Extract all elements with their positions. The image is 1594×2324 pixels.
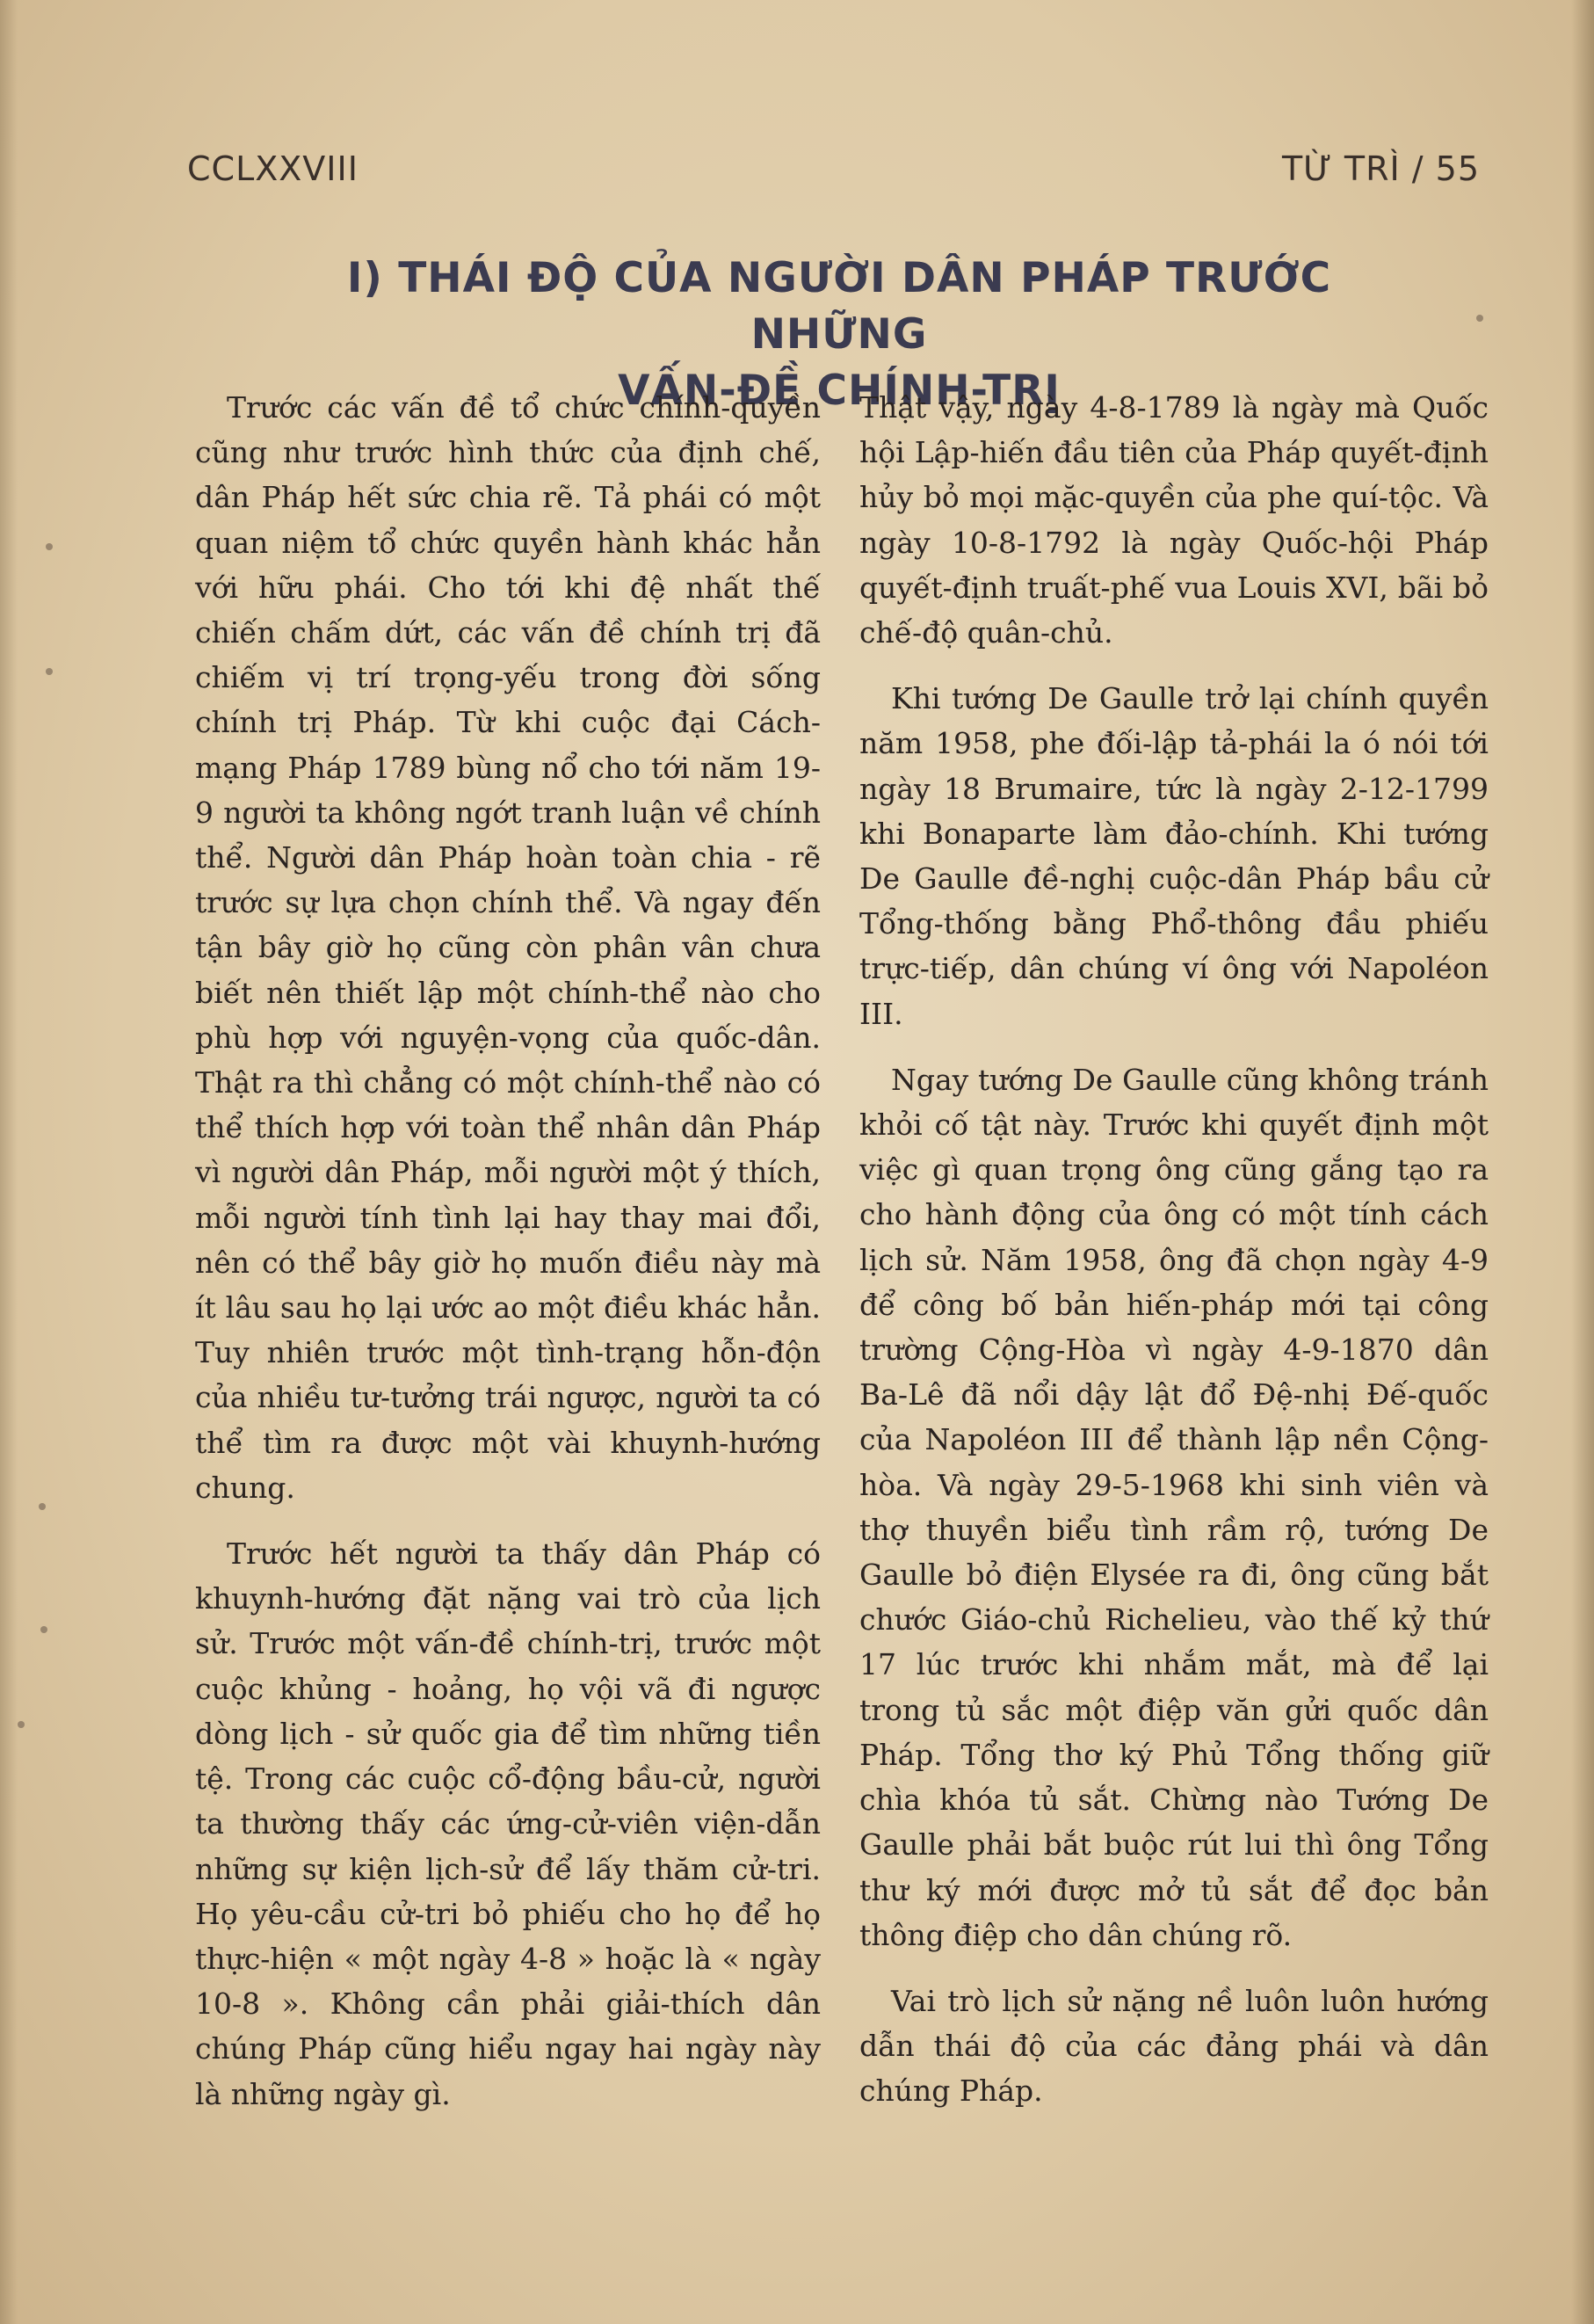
article-title-line-2: VẤN-ĐỀ CHÍNH-TRỊ [618,367,1061,415]
right-column [859,385,1489,2135]
margin-speck [39,1503,46,1510]
paragraph: Khi tướng De Gaulle trở lại chính quyền năm 1958, phe đối-lập tả-phái la ó nói tới ngày 18 Brumaire, tức là ngày 2-12-1799 khi Bonaparte làm đảo-chính. Khi tướng De Gaulle đề-nghị cuộc-dân Pháp bầu cử Tổng-thống bằng Phổ-thông đầu phiếu trực-tiếp, dân chúng ví ông với Napoléon III. [859,681,1489,1031]
paragraph: Trước các vấn đề tổ chức chính-quyền cũng như trước hình thức của định chế, dân Pháp hết sức chia rẽ. Tả phái có một quan niệm tổ chức quyền hành khác hẳn với hữu phái. Cho tới khi đệ nhất thế chiến chấm dứt, các vấn đề chính trị đã chiếm vị trí trọng-yếu trong đời sống chính trị Pháp. Từ khi cuộc đại Cách-mạng Pháp 1789 bùng nổ cho tới năm 19-9 người ta không ngớt tranh luận về chính thể. Người dân Pháp hoàn toàn chia - rẽ trước sự lựa chọn chính thể. Và ngay đến tận bây giờ họ cũng còn phân vân chưa biết nên thiết lập một chính-thể nào cho phù hợp với nguyện-vọng của quốc-dân. Thật ra thì chẳng có một chính-thể nào có thể thích hợp với toàn thể nhân dân Pháp vì người dân Pháp, mỗi người một ý thích, mỗi người tính tình lại hay thay mai đổi, nên có thể bây giờ họ muốn điều này mà ít lâu sau họ lại ước ao một điều khác hẳn. Tuy nhiên trước một tình-trạng hỗn-độn của nhiều tư-tưởng trái ngược, người ta có thể tìm ra được một vài khuynh-hướng chung. [195,390,821,1505]
margin-speck [18,1721,25,1728]
page-edge-shadow-left [0,0,18,2324]
left-column [195,385,821,2138]
margin-speck [40,1626,47,1633]
paragraph: Trước hết người ta thấy dân Pháp có khuynh-hướng đặt nặng vai trò của lịch sử. Trước một vấn-đề chính-trị, trước một cuộc khủng - hoảng, họ vội vã đi ngược dòng lịch - sử quốc gia để tìm những tiền tệ. Trong các cuộc cổ-động bầu-cử, người ta thường thấy các ứng-cử-viên viện-dẫn những sự kiện lịch-sử để lấy thăm cử-tri. Họ yêu-cầu cử-tri bỏ phiếu cho họ để họ thực-hiện « một ngày 4-8 » hoặc là « ngày 10-8 ». Không cần phải giải-thích dân chúng Pháp cũng hiểu ngay hai ngày này là những ngày gì. [195,1536,821,2111]
page-edge-shadow-right [1571,0,1594,2324]
running-title: TỪ TRÌ / 55 [1281,149,1480,188]
section-number: CCLXXVIII [187,149,359,188]
margin-speck [46,668,53,675]
article-title-line-1: I) THÁI ĐỘ CỦA NGƯỜI DÂN PHÁP TRƯỚC NHỮNG [346,254,1332,359]
paragraph: Vai trò lịch sử nặng nề luôn luôn hướng dẫn thái độ của các đảng phái và dân chúng Pháp. [859,1983,1489,2109]
margin-speck [46,543,53,550]
paragraph: Thật vậy, ngày 4-8-1789 là ngày mà Quốc hội Lập-hiến đầu tiên của Pháp quyết-định hủy bỏ mọi mặc-quyền của phe quí-tộc. Và ngày 10-8-1792 là ngày Quốc-hội Pháp quyết-định truất-phế vua Louis XVI, bãi bỏ chế-độ quân-chủ. [859,390,1489,650]
margin-speck [1476,315,1483,322]
running-head [187,149,1480,202]
paragraph: Ngay tướng De Gaulle cũng không tránh khỏi cố tật này. Trước khi quyết định một việc gì quan trọng ông cũng gắng tạo ra cho hành động của ông có một tính cách lịch sử. Năm 1958, ông đã chọn ngày 4-9 để công bố bản hiến-pháp mới tại công trường Cộng-Hòa vì ngày 4-9-1870 dân Ba-Lê đã nổi dậy lật đổ Đệ-nhị Đế-quốc của Napoléon III để thành lập nền Cộng-hòa. Và ngày 29-5-1968 khi sinh viên và thợ thuyền biểu tình rầm rộ, tướng De Gaulle bỏ điện Elysée ra đi, ông cũng bắt chước Giáo-chủ Richelieu, vào thế kỷ thứ 17 lúc trước khi nhắm mắt, mà để lại trong tủ sắc một điệp văn gửi quốc dân Pháp. Tổng thơ ký Phủ Tổng thống giữ chìa khóa tủ sắt. Chừng nào Tướng De Gaulle phải bắt buộc rút lui thì ông Tổng thư ký mới được mở tủ sắt để đọc bản thông điệp cho dân chúng rõ. [859,1062,1489,1952]
